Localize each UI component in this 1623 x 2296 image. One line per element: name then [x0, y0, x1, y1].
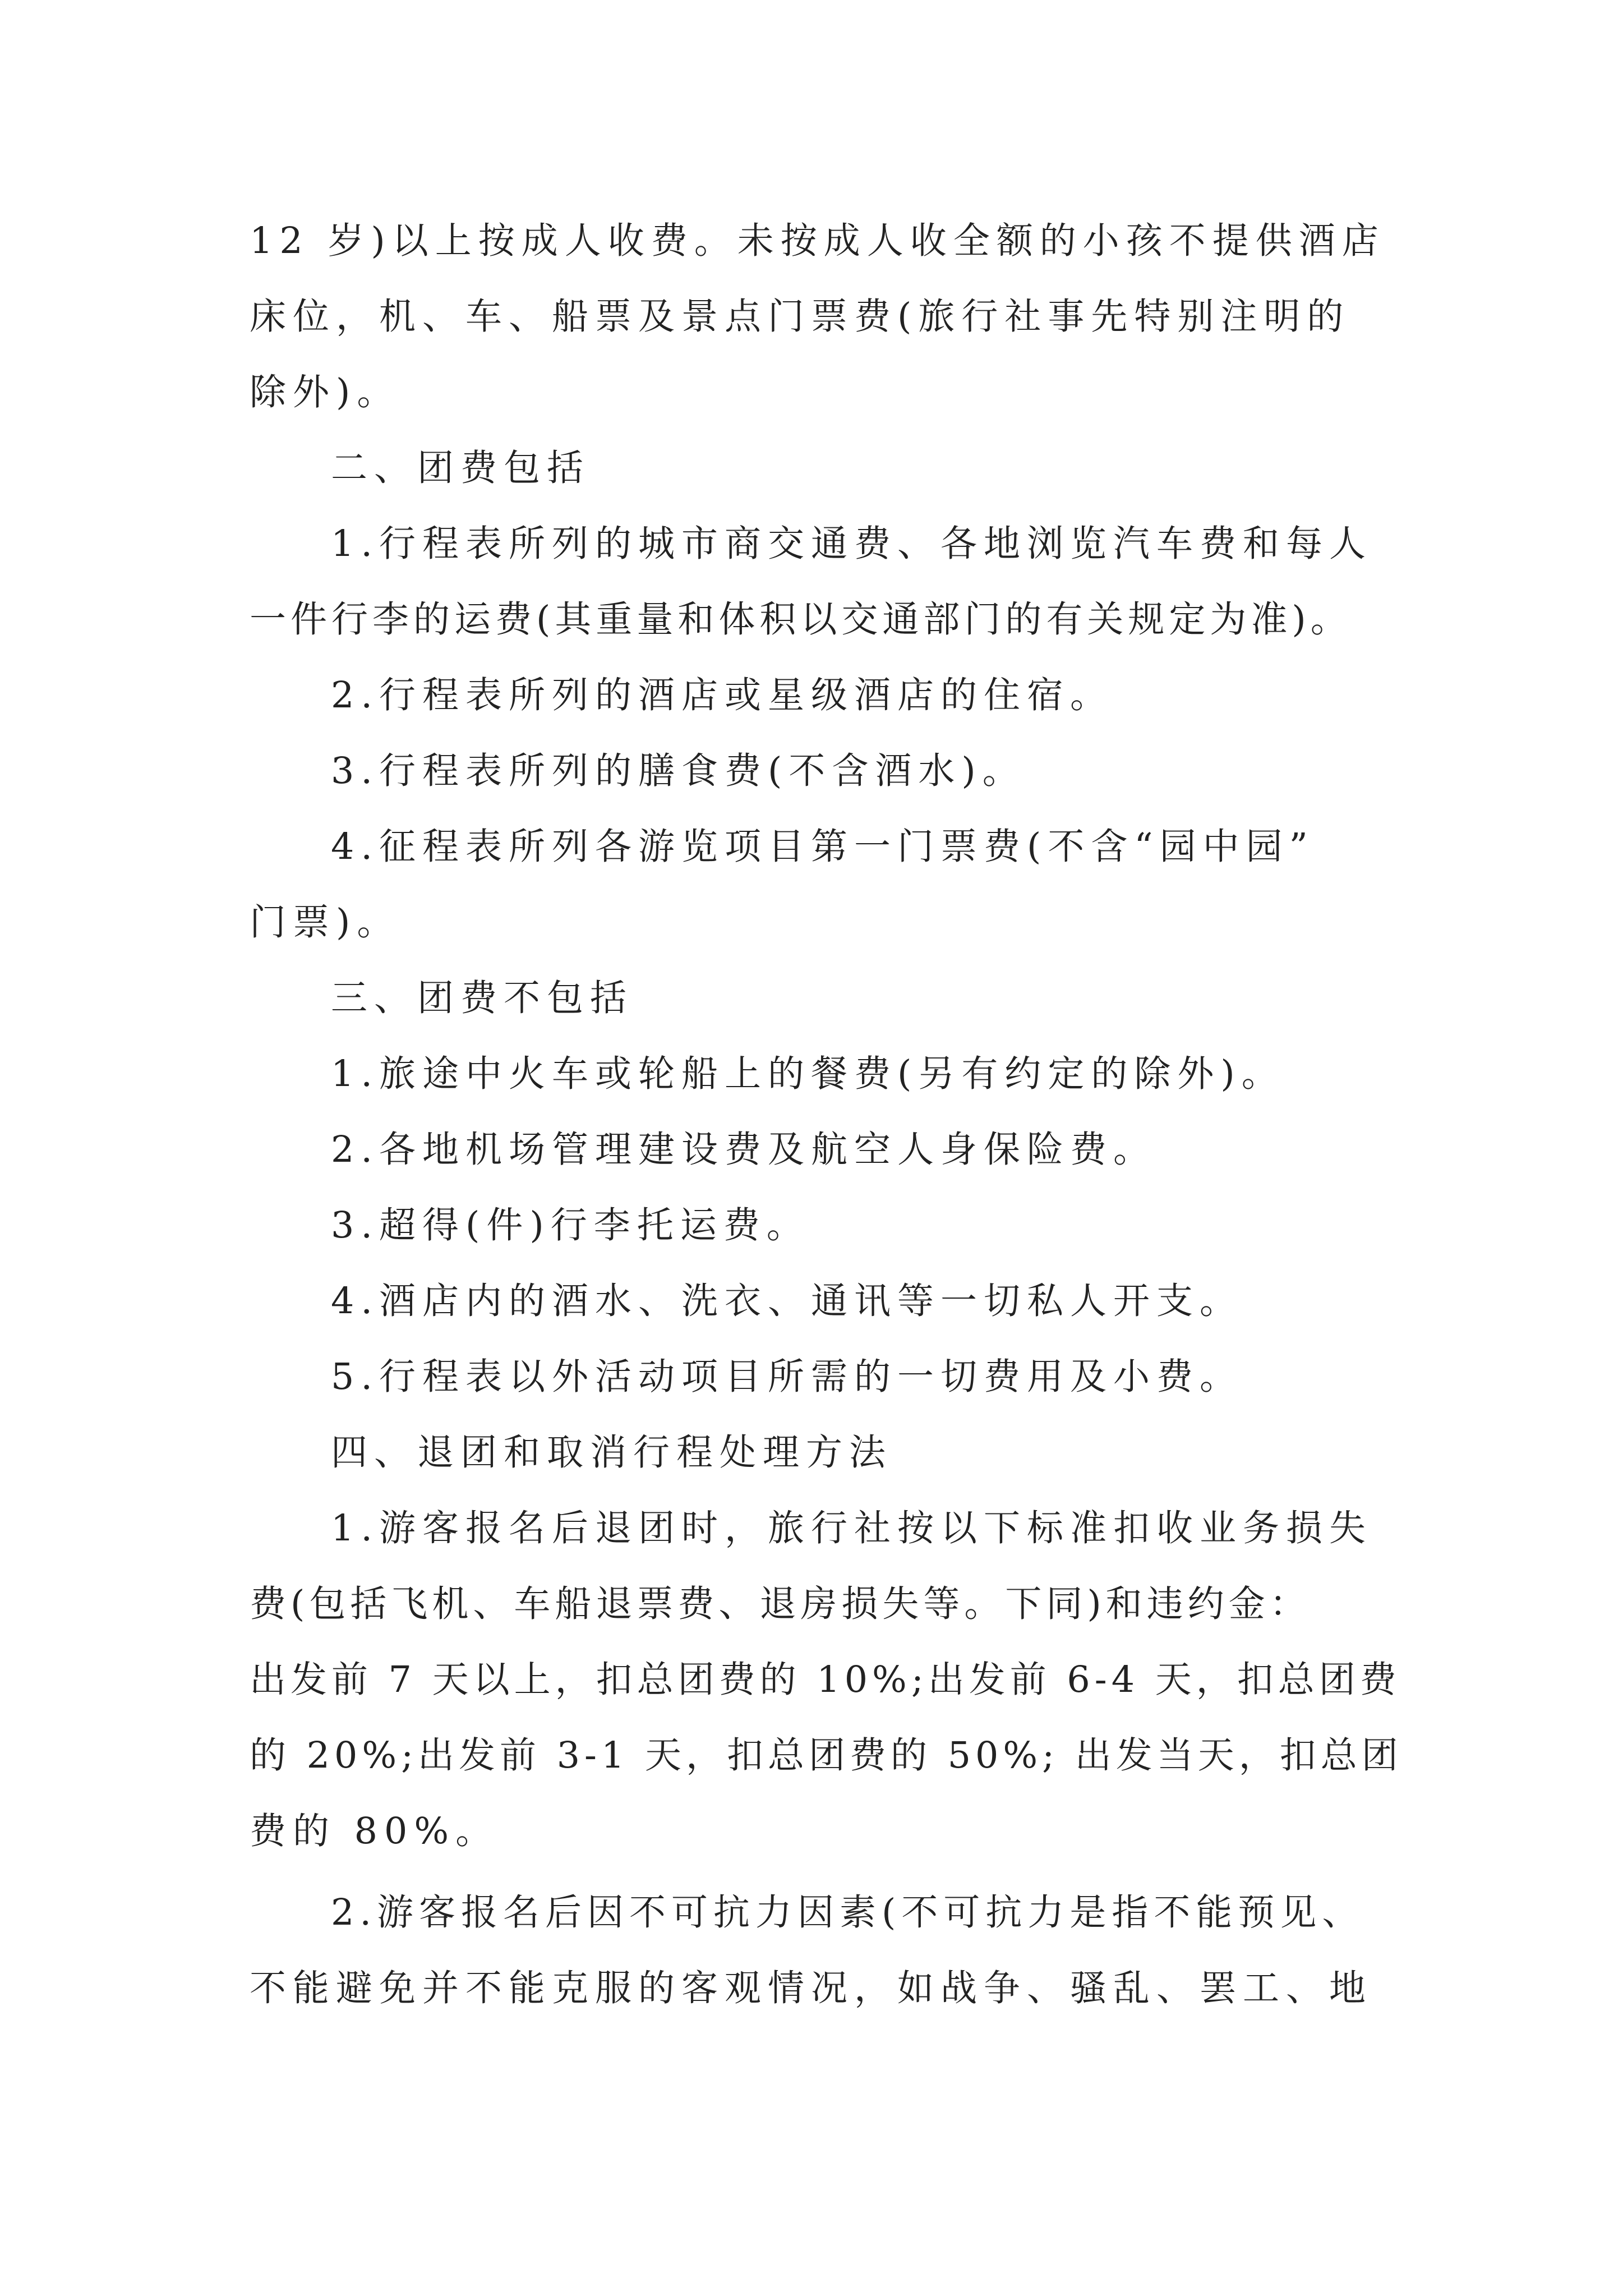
- text-line: 3.行程表所列的膳食费(不含酒水)。: [331, 750, 1026, 792]
- text-line: 不能避免并不能克服的客观情况，如战争、骚乱、罢工、地: [250, 1967, 1373, 2009]
- text-line: 1.行程表所列的城市商交通费、各地浏览汽车费和每人: [331, 523, 1373, 565]
- text-line: 5.行程表以外活动项目所需的一切费用及小费。: [331, 1356, 1243, 1398]
- text-line: 除外)。: [250, 371, 400, 413]
- text-line: 的 20%;出发前 3-1 天，扣总团费的 50%; 出发当天，扣总团: [250, 1734, 1403, 1777]
- text-line: 费(包括飞机、车船退票费、退房损失等。下同)和违约金：: [250, 1583, 1311, 1625]
- text-line: 2.行程表所列的酒店或星级酒店的住宿。: [331, 674, 1114, 716]
- text-line: 一件行李的运费(其重量和体积以交通部门的有关规定为准)。: [250, 599, 1352, 641]
- section-heading: 三、团费不包括: [331, 977, 634, 1019]
- text-line: 2.各地机场管理建设费及航空人身保险费。: [331, 1129, 1157, 1171]
- text-line: 2.游客报名后因不可抗力因素(不可抗力是指不能预见、: [331, 1892, 1364, 1934]
- section-heading: 二、团费包括: [331, 447, 591, 489]
- text-line: 门票)。: [250, 901, 400, 944]
- text-line: 12 岁)以上按成人收费。未按成人收全额的小孩不提供酒店: [250, 220, 1385, 262]
- text-line: 1.旅途中火车或轮船上的餐费(另有约定的除外)。: [331, 1053, 1285, 1095]
- text-line: 出发前 7 天以上，扣总团费的 10%;出发前 6-4 天，扣总团费: [250, 1659, 1401, 1701]
- text-line: 3.超得(件)行李托运费。: [331, 1204, 810, 1246]
- text-line: 1.游客报名后退团时，旅行社按以下标准扣收业务损失: [331, 1507, 1373, 1549]
- text-line: 床位，机、车、船票及景点门票费(旅行社事先特别注明的: [250, 296, 1350, 338]
- text-line: 费的 80%。: [250, 1810, 499, 1852]
- text-line: 4.征程表所列各游览项目第一门票费(不含“园中园”: [331, 826, 1315, 868]
- section-heading: 四、退团和取消行程处理方法: [331, 1432, 893, 1474]
- text-line: 4.酒店内的酒水、洗衣、通讯等一切私人开支。: [331, 1280, 1243, 1322]
